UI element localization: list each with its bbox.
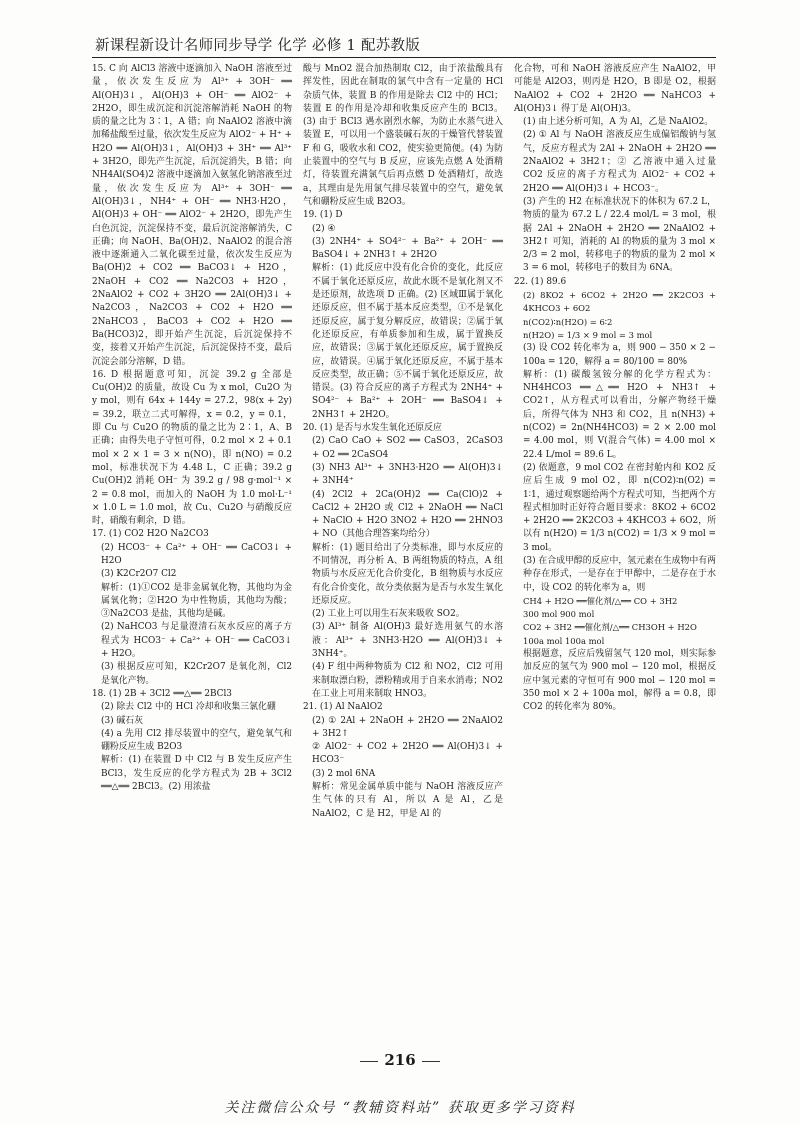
- answer-18-4: (4) a 先用 Cl2 排尽装置中的空气，避免氧气和硼粉反应生成 B2O3: [101, 728, 292, 753]
- answer-22-2-water: n(H2O) = 1/3 × 9 mol = 3 mol: [523, 329, 653, 340]
- answer-21-3: (3) 2 mol 6NA: [312, 768, 376, 779]
- answer-22-2-ratio: n(CO2)∶n(H2O) = 6∶2: [523, 316, 613, 327]
- page-number: [0, 1051, 800, 1069]
- analysis-17-3: (3) 根据反应可知，K2Cr2O7 是氧化剂，Cl2 是氧化产物。: [101, 662, 292, 686]
- answer-18-1: 18. (1) 2B + 3Cl2 ══△══ 2BCl3: [92, 688, 232, 699]
- answer-20-2: (2) CaO CaO + SO2 ══ CaSO3，2CaSO3 + O2 ══ 2CaSO4: [312, 436, 503, 460]
- analysis-18: 解析：(1) 在装置 D 中 Cl2 与 B 发生反应产生 BCl3，发生反应的化学方程式为 2B + 3Cl2 ══△══ 2BCl3。(2) 用浓盐: [101, 755, 292, 793]
- analysis-21-2: (2) ① Al 与 NaOH 溶液反应生成偏铝酸钠与氢气，反应方程式为 2Al + 2NaOH + 2H2O ══ 2NaAlO2 + 3H2↑；② 乙溶液中通入过量 CO2 反应的离子方程式为 AlO2⁻ + CO2 + 2H2O ══ Al(OH)3↓ + HCO3⁻。: [523, 130, 716, 194]
- answer-21-2b: ② AlO2⁻ + CO2 + 2H2O ══ Al(OH)3↓ + HCO3⁻: [312, 742, 503, 766]
- column-middle: [303, 63, 503, 1085]
- analysis-22-1: 解析：(1) 碳酸氢铵分解的化学方程式为：NH4HCO3 ══△══ H2O + NH3↑ + CO2↑，从方程式可以看出，分解产物经干燥后，所得气体为 NH3 和 CO2，且 n(NH3) + n(CO2) = 2n(NH4HCO3) = 2 × 2.00 mol = 4.00 mol，则 V(混合气体) = 4.00 mol × 22.4 L/mol = 89.6 L。: [523, 369, 716, 460]
- answer-22-3: (3) 设 CO2 转化率为 a，则 900 − 350 × 2 − 100a = 120，解得 a = 80/100 = 80%: [523, 343, 716, 367]
- answer-20-3: (3) NH3 Al³⁺ + 3NH3·H2O ══ Al(OH)3↓ + 3NH4⁺: [312, 462, 503, 487]
- analysis-21: 解析：常见金属单质中能与 NaOH 溶液反应产生气体的只有 Al，所以 A 是 Al，乙是 NaAlO2，C 是 H2，甲是 Al 的: [312, 782, 503, 819]
- analysis-21-3: (3) 产生的 H2 在标准状况下的体积为 67.2 L，物质的量为 67.2 L / 22.4 mol/L = 3 mol，根据 2Al + 2NaOH + 2H2O ══ 2NaAlO2 + 3H2↑ 可知，消耗的 Al 的物质的量为 3 mol × 2/3 = 2 mol，转移电子的物质的量为 2 mol × 3 = 6 mol，转移电子的数目为 6NA。: [523, 196, 716, 274]
- analysis-20-2: (2) 工业上可以用生石灰来吸收 SO2。: [312, 609, 465, 620]
- analysis-20-1: 解析：(1) 题目给出了分类标准，即与水反应的不同情况，再分析 A、B 两组物质的特点，A 组物质与水反应无化合价变化，B 组物质与水反应有化合价变化，故分类依据为是否与水发生氧化还原反应。: [312, 542, 503, 606]
- analysis-17-1: 解析：(1)①CO2 是非金属氧化物，其他均为金属氧化物；②H2O 为中性物质，其他均为酸；③Na2CO3 是盐，其他均是碱。: [101, 582, 292, 620]
- answer-17-3: (3) K2Cr2O7 Cl2: [101, 569, 177, 580]
- analysis-17-2: (2) NaHCO3 与足量澄清石灰水反应的离子方程式为 HCO3⁻ + Ca²⁺ + OH⁻ ══ CaCO3↓ + H2O。: [101, 622, 292, 660]
- page-header: 新课程新设计名师同步导学 化学 必修 1 配苏教版: [95, 38, 421, 54]
- equation-co2: CO2 + 3H2 ══催化剂/△══ CH3OH + H2O: [523, 622, 697, 633]
- page-number-right-dash: [422, 1061, 440, 1062]
- header-divider: [92, 57, 716, 58]
- analysis-22-2: (2) 依题意，9 mol CO2 在密封舱内和 KO2 反应后生成 9 mol O2，即 n(CO2)∶n(O2) = 1∶1，通过观察题给两个方程式可知，当把两个方程式相加时正好符合题目要求：8KO2 + 6CO2 + 2H2O ══ 2K2CO3 + 4KHCO3 + 6O2，所以有 n(H2O) = 1/3 n(CO2) = 1/3 × 9 mol = 3 mol。: [523, 462, 716, 553]
- answer-19-2: (2) ④: [312, 223, 336, 234]
- analysis-18-cont: 酸与 MnO2 混合加热制取 Cl2，由于浓盐酸具有挥发性，因此在制取的氯气中含有一定量的 HCl 杂质气体，装置 B 的作用是除去 Cl2 中的 HCl；装置 E 的作用是冷却和收集反应产生的 BCl3。(3) 由于 BCl3 遇水剧烈水解，为防止水蒸气进入装置 E，可以用一个盛装碱石灰的干燥管代替装置 F 和 G，吸收水和 CO2，使实验更简便。(4) 为防止装置中的空气与 B 反应，应该先点燃 A 处酒精灯，待装置充满氯气后再点燃 D 处酒精灯，故选 a，其理由是先用氯气排尽装置中的空气，避免氧气和硼粉反应生成 B2O3。: [303, 64, 503, 207]
- answer-19-3: (3) 2NH4⁺ + SO4²⁻ + Ba²⁺ + 2OH⁻ ══ BaSO4↓ + 2NH3↑ + 2H2O: [312, 236, 503, 261]
- equation-co2-amounts: 100a mol 100a mol: [523, 635, 605, 646]
- answer-18-2: (2) 除去 Cl2 中的 HCl 冷却和收集三氯化硼: [101, 702, 276, 713]
- answer-21-1: 21. (1) Al NaAlO2: [303, 702, 383, 713]
- analysis-22-conclusion: 根据题意，反应后残留氢气 120 mol，则实际参加反应的氢气为 900 mol − 120 mol，根据反应中氢元素的守恒可有 900 mol − 120 mol = 350 mol × 2 + 100a mol，解得 a = 0.8，即 CO2 的转化率为 80%。: [523, 649, 716, 713]
- footer-watermark: 关注微信公众号 “教辅资料站” 获取更多学习资料: [224, 1100, 576, 1116]
- analysis-21-1: (1) 由上述分析可知，A 为 Al，乙是 NaAlO2。: [523, 117, 714, 128]
- answer-17-1: 17. (1) CO2 H2O Na2CO3: [92, 529, 209, 540]
- answer-20-1: 20. (1) 是否与水发生氧化还原反应: [303, 423, 442, 434]
- analysis-22-3: (3) 在合成甲醇的反应中，氢元素在生成物中有两种存在形式，一是存在于甲醇中，二是存在于水中，设 CO2 的转化率为 a，则: [523, 555, 716, 593]
- answer-19-1: 19. (1) D: [303, 210, 343, 221]
- answer-17-2: (2) HCO3⁻ + Ca²⁺ + OH⁻ ══ CaCO3↓ + H2O: [101, 542, 292, 566]
- column-left: [92, 63, 292, 1085]
- equation-ch4-amounts: 300 mol 900 mol: [523, 609, 595, 620]
- answer-22-2: (2) 8KO2 + 6CO2 + 2H2O ══ 2K2CO3 + 4KHCO3 + 6O2: [523, 290, 716, 314]
- analysis-19: 解析：(1) 此反应中没有化合价的变化，此反应不属于氧化还原反应，故此水既不是氧化剂又不是还原剂，故选项 D 正确。(2) 区域Ⅲ属于氧化还原反应，但不属于基本反应类型，①不是氧化还原反应，属于复分解反应，故错误；②属于氧化还原反应，有单质参加和生成，属于置换反应，故错误；③属于氧化还原反应，属于置换反应，故错误。④属于氧化还原反应，不属于基本反应类型，故正确；⑤不属于氧化还原反应，故错误。(3) 符合反应的离子方程式为 2NH4⁺ + SO4²⁻ + Ba²⁺ + 2OH⁻ ══ BaSO4↓ + 2NH3↑ + 2H2O。: [312, 263, 503, 420]
- column-right: [514, 63, 716, 1085]
- page-number-text: 216: [384, 1051, 416, 1069]
- answer-columns: [92, 63, 716, 1085]
- analysis-21-cont: 化合物，可和 NaOH 溶液反应产生 NaAlO2，甲可能是 Al2O3，则丙是 H2O，B 即是 O2，根据 NaAlO2 + CO2 + 2H2O ══ NaHCO3 + Al(OH)3↓ 得丁是 Al(OH)3。: [514, 64, 716, 114]
- answer-22-1: 22. (1) 89.6: [514, 276, 567, 287]
- answer-15: 15. C 向 AlCl3 溶液中逐滴加入 NaOH 溶液至过量，依次发生反应为 Al³⁺ + 3OH⁻ ══ Al(OH)3↓，Al(OH)3 + OH⁻ ══ AlO2⁻ + 2H2O，即生成沉淀和沉淀溶解消耗 NaOH 的物质的量之比为 3∶1，A 错；向 NaAlO2 溶液中滴加稀盐酸至过量，依次发生反应为 AlO2⁻ + H⁺ + H2O ══ Al(OH)3↓，Al(OH)3 + 3H⁺ ══ Al³⁺ + 3H2O，即先产生沉淀，后沉淀消失，B 错；向 NH4Al(SO4)2 溶液中逐滴加入氨氢化钠溶液至过量，依次发生反应为 Al³⁺ + 3OH⁻ ══ Al(OH)3↓，NH4⁺ + OH⁻ ══ NH3·H2O，Al(OH)3 + OH⁻ ══ AlO2⁻ + 2H2O，即先产生白色沉淀，沉淀保持不变，最后沉淀溶解消失，C 正确；向 NaOH、Ba(OH)2、NaAlO2 的混合溶液中逐渐通入二氧化碳至过量，依次发生反应为 Ba(OH)2 + CO2 ══ BaCO3↓ + H2O，2NaOH + CO2 ══ Na2CO3 + H2O，2NaAlO2 + CO2 + 3H2O ══ 2Al(OH)3↓ + Na2CO3，Na2CO3 + CO2 + H2O ══ 2NaHCO3，BaCO3 + CO2 + H2O ══ Ba(HCO3)2，即开始产生沉淀，后沉淀保持不变，接着又开始产生沉淀，后沉淀保持不变，最后沉淀会部分溶解，D 错。: [92, 64, 292, 367]
- equation-ch4: CH4 + H2O ══催化剂/△══ CO + 3H2: [523, 595, 678, 606]
- answer-21-2a: (2) ① 2Al + 2NaOH + 2H2O ══ 2NaAlO2 + 3H2↑: [312, 715, 503, 739]
- analysis-20-3: (3) Al³⁺ 制备 Al(OH)3 最好选用氨气的水溶液：Al³⁺ + 3NH3·H2O ══ Al(OH)3↓ + 3NH4⁺。: [312, 622, 503, 660]
- answer-20-4: (4) 2Cl2 + 2Ca(OH)2 ══ Ca(ClO)2 + CaCl2 + 2H2O 或 Cl2 + 2NaOH ══ NaCl + NaClO + H2O 3NO2 + H2O ══ 2HNO3 + NO（其他合理答案均给分）: [312, 489, 503, 540]
- answer-16: 16. D 根据题意可知，沉淀 39.2 g 全部是 Cu(OH)2 的质量，故设 Cu 为 x mol，Cu2O 为 y mol，则有 64x + 144y = 27.2，98(x + 2y) = 39.2，联立二式可解得，x = 0.2，y = 0.1，即 Cu 与 Cu2O 的物质的量之比为 2∶1，A、B 正确；由得失电子守恒可得，0.2 mol × 2 + 0.1 mol × 2 × 1 = 3 × n(NO)，即 n(NO) = 0.2 mol，标准状况下为 4.48 L，C 正确；39.2 g Cu(OH)2 消耗 OH⁻ 为 39.2 g / 98 g·mol⁻¹ × 2 = 0.8 mol，而加入的 NaOH 为 1.0 mol·L⁻¹ × 1.0 L = 1.0 mol，故 Cu、Cu2O 与硝酸反应时，硝酸有剩余，D 错。: [92, 369, 292, 527]
- analysis-20-4: (4) F 组中两种物质为 Cl2 和 NO2，Cl2 可用来制取漂白粉，漂粉精或用于自来水消毒；NO2 在工业上可用来制取 HNO3。: [312, 662, 503, 699]
- answer-18-3: (3) 碱石灰: [101, 715, 144, 726]
- page-number-left-dash: [360, 1061, 378, 1062]
